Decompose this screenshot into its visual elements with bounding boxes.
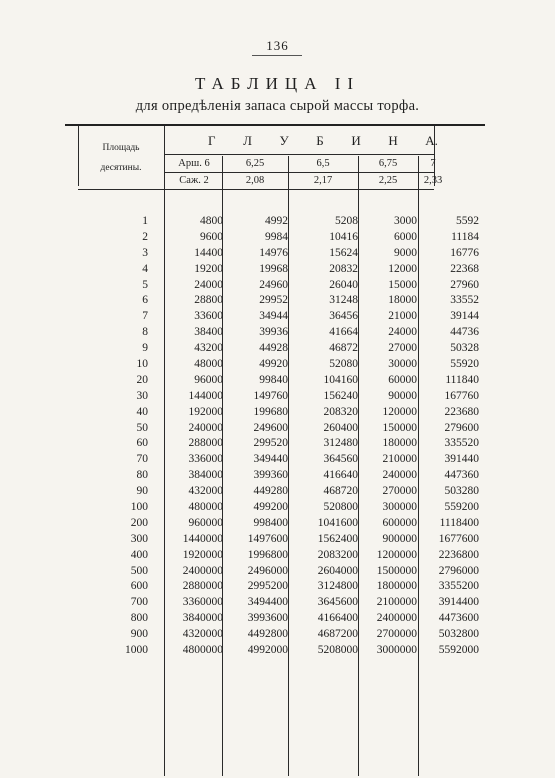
page-number: 136	[266, 38, 289, 53]
area-cell: 6	[142, 294, 148, 307]
volume-cell: 279600	[444, 421, 479, 434]
top-rule	[65, 124, 485, 126]
volume-cell: 998400	[253, 516, 288, 529]
volume-cell: 9984	[265, 230, 288, 243]
volume-cell: 39936	[259, 326, 288, 339]
volume-cell: 28800	[194, 294, 223, 307]
header-rule-depth	[164, 154, 434, 155]
volume-cell: 3840000	[182, 612, 223, 625]
volume-cell: 60000	[388, 373, 417, 386]
volume-cell: 468720	[323, 485, 358, 498]
depth-letter: Г	[208, 133, 216, 148]
volume-cell: 15624	[329, 246, 358, 259]
volume-cell: 26040	[329, 278, 358, 291]
volume-cell: 27960	[450, 278, 479, 291]
volume-cell: 12000	[388, 262, 417, 275]
volume-cell: 3000	[394, 215, 417, 227]
volume-cell: 20832	[329, 262, 358, 275]
volume-cell: 144000	[188, 389, 223, 402]
volume-cell: 14400	[194, 246, 223, 259]
table-row	[78, 422, 483, 438]
depth-letter: Н	[388, 133, 398, 148]
volume-cell: 9600	[200, 230, 223, 243]
table-row	[78, 469, 483, 485]
depth-letter: А.	[425, 133, 438, 148]
volume-cell: 299520	[253, 437, 288, 450]
volume-cell: 3355200	[438, 580, 479, 593]
volume-cell: 349440	[253, 453, 288, 466]
arsh-value: 7	[430, 158, 436, 169]
volume-cell: 336000	[188, 453, 223, 466]
volume-cell: 14976	[259, 246, 288, 259]
table-row	[78, 580, 483, 596]
volume-cell: 2236800	[438, 548, 479, 561]
volume-cell: 5208	[335, 215, 358, 227]
volume-cell: 156240	[323, 389, 358, 402]
volume-cell: 1677600	[438, 532, 479, 545]
volume-cell: 1118400	[439, 516, 479, 529]
volume-cell: 4166400	[317, 612, 358, 625]
area-cell: 800	[130, 612, 148, 625]
volume-cell: 19200	[194, 262, 223, 275]
area-cell: 200	[130, 516, 148, 529]
volume-cell: 210000	[382, 453, 417, 466]
volume-cell: 34944	[259, 310, 288, 323]
volume-cell: 44736	[450, 326, 479, 339]
volume-cell: 49920	[259, 358, 288, 371]
volume-cell: 199680	[253, 405, 288, 418]
depth-letter: Л	[243, 133, 252, 148]
area-cell: 80	[136, 469, 148, 482]
volume-cell: 559200	[444, 501, 479, 514]
table-row	[78, 231, 483, 247]
sazh-value: 2,25	[378, 175, 398, 186]
volume-cell: 1800000	[376, 580, 417, 593]
volume-cell: 4492800	[247, 628, 288, 641]
volume-cell: 2496000	[247, 564, 288, 577]
volume-cell: 432000	[188, 485, 223, 498]
volume-cell: 31248	[329, 294, 358, 307]
volume-cell: 503280	[444, 485, 479, 498]
area-cell: 600	[130, 580, 148, 593]
volume-cell: 5032800	[438, 628, 479, 641]
table-row	[78, 533, 483, 549]
table-row	[78, 406, 483, 422]
volume-cell: 19968	[259, 262, 288, 275]
area-cell: 10	[136, 358, 148, 371]
volume-cell: 1500000	[376, 564, 417, 577]
volume-cell: 18000	[388, 294, 417, 307]
volume-cell: 16776	[450, 246, 479, 259]
volume-cell: 2700000	[376, 628, 417, 641]
sazh-value: 2,33	[423, 175, 443, 186]
table-row	[78, 612, 483, 628]
volume-cell: 149760	[253, 389, 288, 402]
volume-cell: 99840	[259, 373, 288, 386]
volume-cell: 900000	[382, 532, 417, 545]
arsh-value: 6,25	[245, 158, 265, 169]
table-row	[78, 390, 483, 406]
area-cell: 50	[136, 421, 148, 434]
volume-cell: 39144	[450, 310, 479, 323]
volume-cell: 50328	[450, 342, 479, 355]
area-cell: 40	[136, 405, 148, 418]
volume-cell: 1497600	[247, 532, 288, 545]
volume-cell: 43200	[194, 342, 223, 355]
sazh-value: 2,17	[313, 175, 333, 186]
table-row	[78, 263, 483, 279]
area-cell: 4	[142, 262, 148, 275]
volume-cell: 3360000	[182, 596, 223, 609]
arsh-label: Арш. 6	[178, 158, 210, 169]
volume-cell: 3000000	[376, 644, 417, 657]
volume-cell: 4992	[265, 215, 288, 227]
volume-cell: 36456	[329, 310, 358, 323]
table-title: ТАБЛИЦА II	[194, 74, 361, 93]
table-row	[78, 501, 483, 517]
sazh-label: Саж. 2	[179, 175, 209, 186]
volume-cell: 3993600	[247, 612, 288, 625]
volume-cell: 4992000	[247, 644, 288, 657]
volume-cell: 1440000	[182, 532, 223, 545]
volume-cell: 5592	[456, 215, 479, 227]
volume-cell: 3124800	[317, 580, 358, 593]
volume-cell: 167760	[444, 389, 479, 402]
table-row	[78, 342, 483, 358]
volume-cell: 6000	[394, 230, 417, 243]
volume-cell: 288000	[188, 437, 223, 450]
volume-cell: 447360	[444, 469, 479, 482]
table-row	[78, 310, 483, 326]
volume-cell: 120000	[382, 405, 417, 418]
volume-cell: 11184	[451, 230, 479, 243]
header-bottom-rule	[78, 189, 434, 190]
area-cell: 3	[142, 246, 148, 259]
volume-cell: 2083200	[317, 548, 358, 561]
volume-cell: 2400000	[182, 564, 223, 577]
volume-cell: 2100000	[376, 596, 417, 609]
volume-cell: 416640	[323, 469, 358, 482]
depth-letter: И	[351, 133, 361, 148]
volume-cell: 499200	[253, 501, 288, 514]
volume-cell: 391440	[444, 453, 479, 466]
table-subtitle: для опредѣленія запаса сырой массы торфа.	[135, 98, 420, 114]
volume-cell: 208320	[323, 405, 358, 418]
volume-cell: 1920000	[182, 548, 223, 561]
volume-cell: 260400	[323, 421, 358, 434]
table-row	[78, 485, 483, 501]
volume-cell: 90000	[388, 389, 417, 402]
volume-cell: 335520	[444, 437, 479, 450]
volume-cell: 240000	[382, 469, 417, 482]
area-cell: 9	[142, 342, 148, 355]
volume-cell: 4800000	[182, 644, 223, 657]
volume-cell: 55920	[450, 358, 479, 371]
area-cell: 900	[130, 628, 148, 641]
arsh-value: 6,5	[316, 158, 330, 169]
volume-cell: 41664	[329, 326, 358, 339]
volume-cell: 600000	[382, 516, 417, 529]
volume-cell: 1200000	[376, 548, 417, 561]
volume-cell: 96000	[194, 373, 223, 386]
volume-cell: 3645600	[317, 596, 358, 609]
area-cell: 2	[142, 230, 148, 243]
volume-cell: 2604000	[317, 564, 358, 577]
area-label-line2: десятины.	[100, 163, 142, 173]
table-row	[78, 565, 483, 581]
table-row	[78, 374, 483, 390]
col-rule-0	[78, 126, 79, 186]
volume-cell: 30000	[388, 358, 417, 371]
volume-cell: 4473600	[438, 612, 479, 625]
volume-cell: 4320000	[182, 628, 223, 641]
depth-letter: У	[279, 133, 289, 148]
table-row	[78, 644, 483, 660]
volume-cell: 399360	[253, 469, 288, 482]
table-body	[78, 215, 483, 660]
volume-cell: 384000	[188, 469, 223, 482]
volume-cell: 1996800	[247, 548, 288, 561]
depth-heading	[208, 133, 438, 149]
volume-cell: 2995200	[247, 580, 288, 593]
area-cell: 90	[136, 485, 148, 498]
volume-cell: 270000	[382, 485, 417, 498]
area-cell: 300	[130, 532, 148, 545]
volume-cell: 223680	[444, 405, 479, 418]
volume-cell: 364560	[323, 453, 358, 466]
depth-letter: Б	[316, 133, 324, 148]
table-row	[78, 628, 483, 644]
area-cell: 20	[136, 373, 148, 386]
volume-cell: 33600	[194, 310, 223, 323]
volume-cell: 520800	[323, 501, 358, 514]
table-row	[78, 294, 483, 310]
volume-cell: 240000	[188, 421, 223, 434]
area-cell: 70	[136, 453, 148, 466]
page-number-rule	[252, 55, 302, 56]
volume-cell: 180000	[382, 437, 417, 450]
volume-cell: 5592000	[438, 644, 479, 657]
volume-cell: 2400000	[376, 612, 417, 625]
sazh-value: 2,08	[245, 175, 265, 186]
area-cell: 60	[136, 437, 148, 450]
volume-cell: 33552	[450, 294, 479, 307]
table-row	[78, 215, 483, 231]
volume-cell: 4800	[200, 215, 223, 227]
volume-cell: 24000	[388, 326, 417, 339]
volume-cell: 27000	[388, 342, 417, 355]
table-row	[78, 596, 483, 612]
volume-cell: 192000	[188, 405, 223, 418]
table-row	[78, 437, 483, 453]
volume-cell: 22368	[450, 262, 479, 275]
volume-cell: 249600	[253, 421, 288, 434]
table-row	[78, 358, 483, 374]
volume-cell: 21000	[388, 310, 417, 323]
volume-cell: 960000	[188, 516, 223, 529]
area-cell: 700	[130, 596, 148, 609]
volume-cell: 24000	[194, 278, 223, 291]
header-rule-arsh	[164, 172, 434, 173]
volume-cell: 46872	[329, 342, 358, 355]
volume-cell: 5208000	[317, 644, 358, 657]
volume-cell: 48000	[194, 358, 223, 371]
volume-cell: 449280	[253, 485, 288, 498]
table-row	[78, 247, 483, 263]
volume-cell: 4687200	[317, 628, 358, 641]
area-cell: 5	[142, 278, 148, 291]
area-cell: 500	[130, 564, 148, 577]
area-cell: 400	[130, 548, 148, 561]
volume-cell: 312480	[323, 437, 358, 450]
volume-cell: 24960	[259, 278, 288, 291]
area-cell: 7	[142, 310, 148, 323]
table-row	[78, 549, 483, 565]
arsh-value: 6,75	[378, 158, 398, 169]
volume-cell: 480000	[188, 501, 223, 514]
volume-cell: 300000	[382, 501, 417, 514]
volume-cell: 104160	[323, 373, 358, 386]
volume-cell: 150000	[382, 421, 417, 434]
table-row	[78, 279, 483, 295]
area-cell: 100	[130, 501, 148, 514]
area-cell: 1000	[125, 644, 148, 657]
volume-cell: 2796000	[438, 564, 479, 577]
volume-cell: 9000	[394, 246, 417, 259]
volume-cell: 1041600	[317, 516, 358, 529]
volume-cell: 15000	[388, 278, 417, 291]
volume-cell: 1562400	[317, 532, 358, 545]
area-cell: 1	[142, 215, 148, 227]
volume-cell: 52080	[329, 358, 358, 371]
volume-cell: 3914400	[438, 596, 479, 609]
area-label-line1: Площадь	[102, 143, 140, 153]
table-row	[78, 517, 483, 533]
volume-cell: 10416	[329, 230, 358, 243]
table-row	[78, 326, 483, 342]
volume-cell: 111840	[445, 373, 479, 386]
volume-cell: 38400	[194, 326, 223, 339]
volume-cell: 29952	[259, 294, 288, 307]
volume-cell: 2880000	[182, 580, 223, 593]
volume-cell: 3494400	[247, 596, 288, 609]
table-row	[78, 453, 483, 469]
volume-cell: 44928	[259, 342, 288, 355]
area-cell: 8	[142, 326, 148, 339]
area-cell: 30	[136, 389, 148, 402]
